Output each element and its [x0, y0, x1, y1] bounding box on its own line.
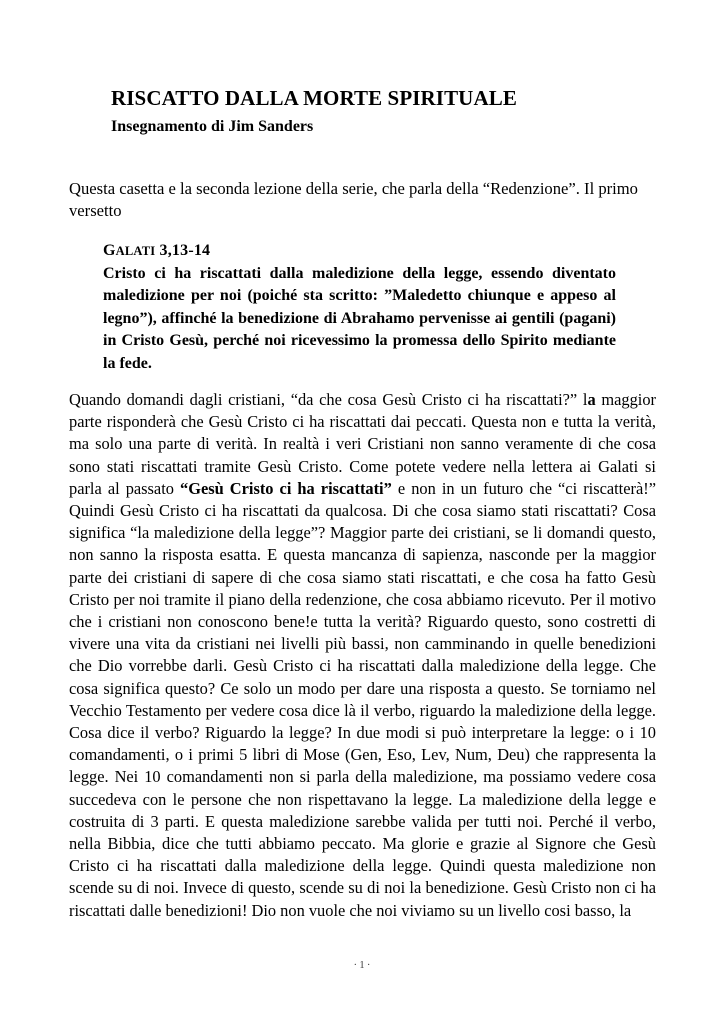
- scripture-reference-book: ALATI: [115, 244, 156, 258]
- scripture-quote: [103, 240, 616, 375]
- body-emphasis: “Gesù Cristo ci ha riscattati”: [180, 478, 392, 498]
- body-paragraph: [69, 389, 656, 922]
- body-text-part1: Quando domandi dagli cristiani, “da che cosa Gesù Cristo ci ha riscattati?” l: [69, 390, 588, 409]
- document-title: RISCATTO DALLA MORTE SPIRITUALE: [111, 86, 517, 110]
- body-text-part3: e non in un futuro che “ci riscatterà!” Quindi Gesù Cristo ci ha riscattati da qualcosa. Di che cosa siamo stati riscattati? Cosa significa “la maledizione della legge”? Maggior parte dei cristiani, se li domandi questo, non sanno la risposta esatta. E questa mancanza di sapienza, nasconde per la maggior parte dei cristiani di sapere di che cosa siamo stati riscattati, e che cosa ha fatto Gesù Cristo per noi tramite il piano della redenzione, che cosa abbiamo ricevuto. Per il motivo che i cristiani non conoscono bene!e tutta la verità? Riguardo questo, sono costretti di vivere una vita da cristiani nei livelli più bassi, non camminando in quelle benedizioni che Dio vorrebbe darli. Gesù Cristo ci ha riscattati dalla maledizione della legge. Che cosa significa questo? Ce solo un modo per dare una risposta a questo. Se torniamo nel Vecchio Testamento per vedere cosa dice là il verbo, riguardo la maledizione della legge. Cosa dice il verbo? Riguardo la legge? In due modi si può interpretare la legge: o i 10 comandamenti, o i primi 5 libri di Mose (Gen, Eso, Lev, Num, Deu) che rappresenta la legge. Nei 10 comandamenti non si parla della maledizione, ma possiamo vedere cosa succedeva con le persone che non rispettavano la legge. La maledizione della legge e costruita di 3 parti. E questa maledizione sarebbe valida per tutti noi. Perché il verbo, nella Bibbia, dice che tutti abbiamo peccato. Ma glorie e grazie al Signore che Gesù Cristo ci ha riscattati dalla maledizione della legge. Quindi questa maledizione non scende su di noi. Invece di questo, scende su di noi la benedizione. Gesù Cristo non ci ha riscattati dalle benedizioni! Dio non vuole che noi viviamo su un livello cosi basso, la: [69, 478, 656, 920]
- scripture-reference: [103, 240, 616, 263]
- scripture-text: Cristo ci ha riscattati dalla maledizione della legge, essendo diventato maledizione per noi (poiché sta scritto: ”Maledetto chiunque e appeso al legno”), affinché la benedizione di Abrahamo pervenisse ai gentili (pagani) in Cristo Gesù, perché noi ricevessimo la promessa dello Spirito mediante la fede.: [103, 264, 616, 372]
- page-number: · 1 ·: [353, 960, 371, 971]
- body-text-part2: maggior parte risponderà che Gesù Cristo ci ha riscattati dai peccati. Questa non e tutta la verità, ma solo una parte di verità. In realtà i veri Cristiani non sanno veramente di che cosa sono stati riscattati tramite Gesù Cristo. Come potete vedere nella lettera ai Galati si parla al passato: [69, 390, 656, 498]
- body-text-bold-letter: a: [587, 390, 596, 409]
- document-subtitle: Insegnamento di Jim Sanders: [111, 118, 314, 135]
- intro-paragraph: Questa casetta e la seconda lezione della serie, che parla della “Redenzione”. Il primo versetto: [69, 179, 638, 220]
- scripture-reference-initial: G: [103, 242, 116, 259]
- scripture-reference-numbers: 3,13-14: [155, 242, 211, 259]
